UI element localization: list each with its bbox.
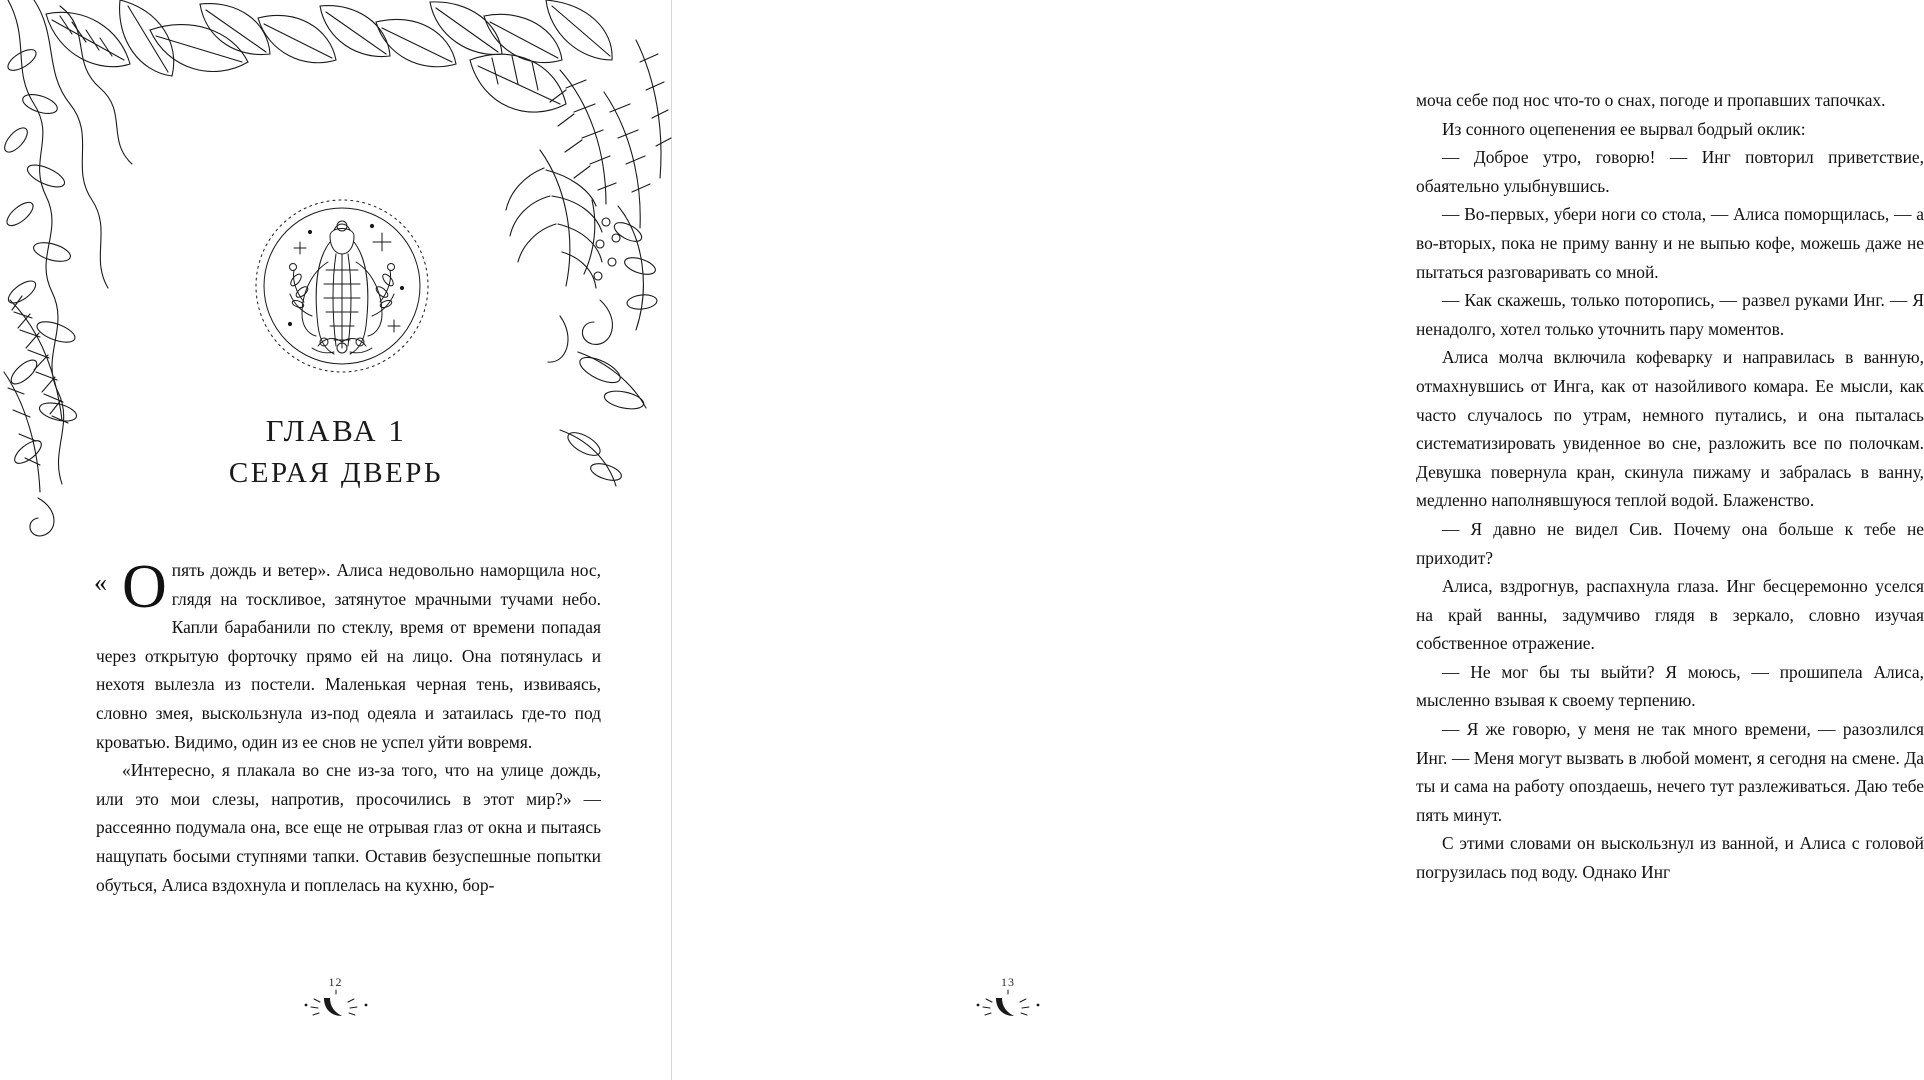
paragraph: «Интересно, я плакала во сне из-за того, что на улице дождь, или это мои слезы, напротив, просочились в этот мир?» — рассеянно подумала она, все еще не отрывая глаз от окна и пытаясь нащупать босыми ступнями тапки. Оставив безуспешные попытки обуться, Алиса вздохнула и поплелась на кухню, бор-: [96, 760, 601, 895]
right-page-folio: [672, 975, 1344, 1018]
opening-paragraph: [94, 553, 601, 756]
left-page-folio: [0, 975, 671, 1018]
paragraph: пять дождь и ветер». Алиса недовольно наморщила нос, глядя на тоскливое, затянутое мрачными тучами небо. Капли барабанили по стеклу, время от времени попадая через открытую форточку прямо ей на лицо. Она потянулась и нехотя вылезла из постели. Маленькая черная тень, извиваясь, словно змея, выскользнула из-под одеяла и затаилась где-то под кроватью. Видимо, один из ее снов не успел уйти вовремя.: [96, 560, 601, 752]
paragraph: Из сонного оцепенения ее вырвал бодрый оклик:: [1442, 118, 1806, 139]
paragraph: Алиса, вздрогнув, распахнула глаза. Инг бесцеремонно уселся на край ванны, задумчиво глядя в зеркало, словно изучая собственное отражение.: [1416, 576, 1924, 654]
paragraph: — Как скажешь, только поторопись, — развел руками Инг. — Я ненадолго, хотел только уточнить пару моментов.: [1416, 290, 1924, 339]
page-number: 13: [1001, 975, 1015, 989]
opening-guillemet: «: [94, 568, 107, 597]
chapter-number: ГЛАВА 1: [265, 413, 407, 448]
crescent-moon-rays-ornament: [304, 992, 368, 1018]
paragraph: Алиса молча включила кофеварку и направилась в ванную, отмахнувшись от Инга, как от назойливого комара. Ее мысли, как часто случалось по утрам, немного путались, и она пыталась систематизировать увиденное во сне, разложить все по полочкам. Девушка повернула кран, скинула пижаму и забралась в ванну, медленно наполнявшуюся теплой водой. Блаженство.: [1416, 347, 1924, 511]
paragraph: — Я давно не видел Сив. Почему она больше к тебе не приходит?: [1416, 518, 1924, 568]
chapter-title: СЕРАЯ ДВЕРЬ: [228, 456, 444, 489]
moon-goddess-medallion: [252, 196, 432, 376]
paragraph: — Доброе утро, говорю! — Инг повторил приветствие, обаятельно улыбнувшись.: [1416, 147, 1924, 196]
right-page-body: [1416, 86, 1924, 887]
paragraph: — Я же говорю, у меня не так много времени, — разозлился Инг. — Меня могут вызвать в любой момент, я сегодня на смене. Да ты и сама на работу опоздаешь, нечего тут разлеживаться. Даю тебе пять минут.: [1416, 719, 1924, 825]
paragraph: — Не мог бы ты выйти? Я моюсь, — прошипела Алиса, мысленно взывая к своему терпению.: [1416, 661, 1924, 711]
drop-cap: О: [122, 553, 167, 621]
chapter-heading: [0, 412, 672, 492]
paragraph: С этими словами он выскользнул из ванной, и Алиса с головой погрузилась под воду. Однако Инг: [1416, 833, 1924, 883]
page-number: 12: [328, 975, 343, 989]
paragraph: моча себе под нос что-то о снах, погоде и пропавших тапочках.: [1416, 90, 1886, 110]
crescent-moon-rays-ornament: [976, 992, 1040, 1018]
right-page: [672, 0, 1924, 1080]
left-page-body: [94, 553, 601, 899]
paragraph: — Во-первых, убери ноги со стола, — Алиса поморщилась, — а во-вторых, пока не приму ванну и не выпью кофе, можешь даже не пытаться разговаривать со мной.: [1416, 204, 1924, 282]
left-page: [0, 0, 672, 1080]
